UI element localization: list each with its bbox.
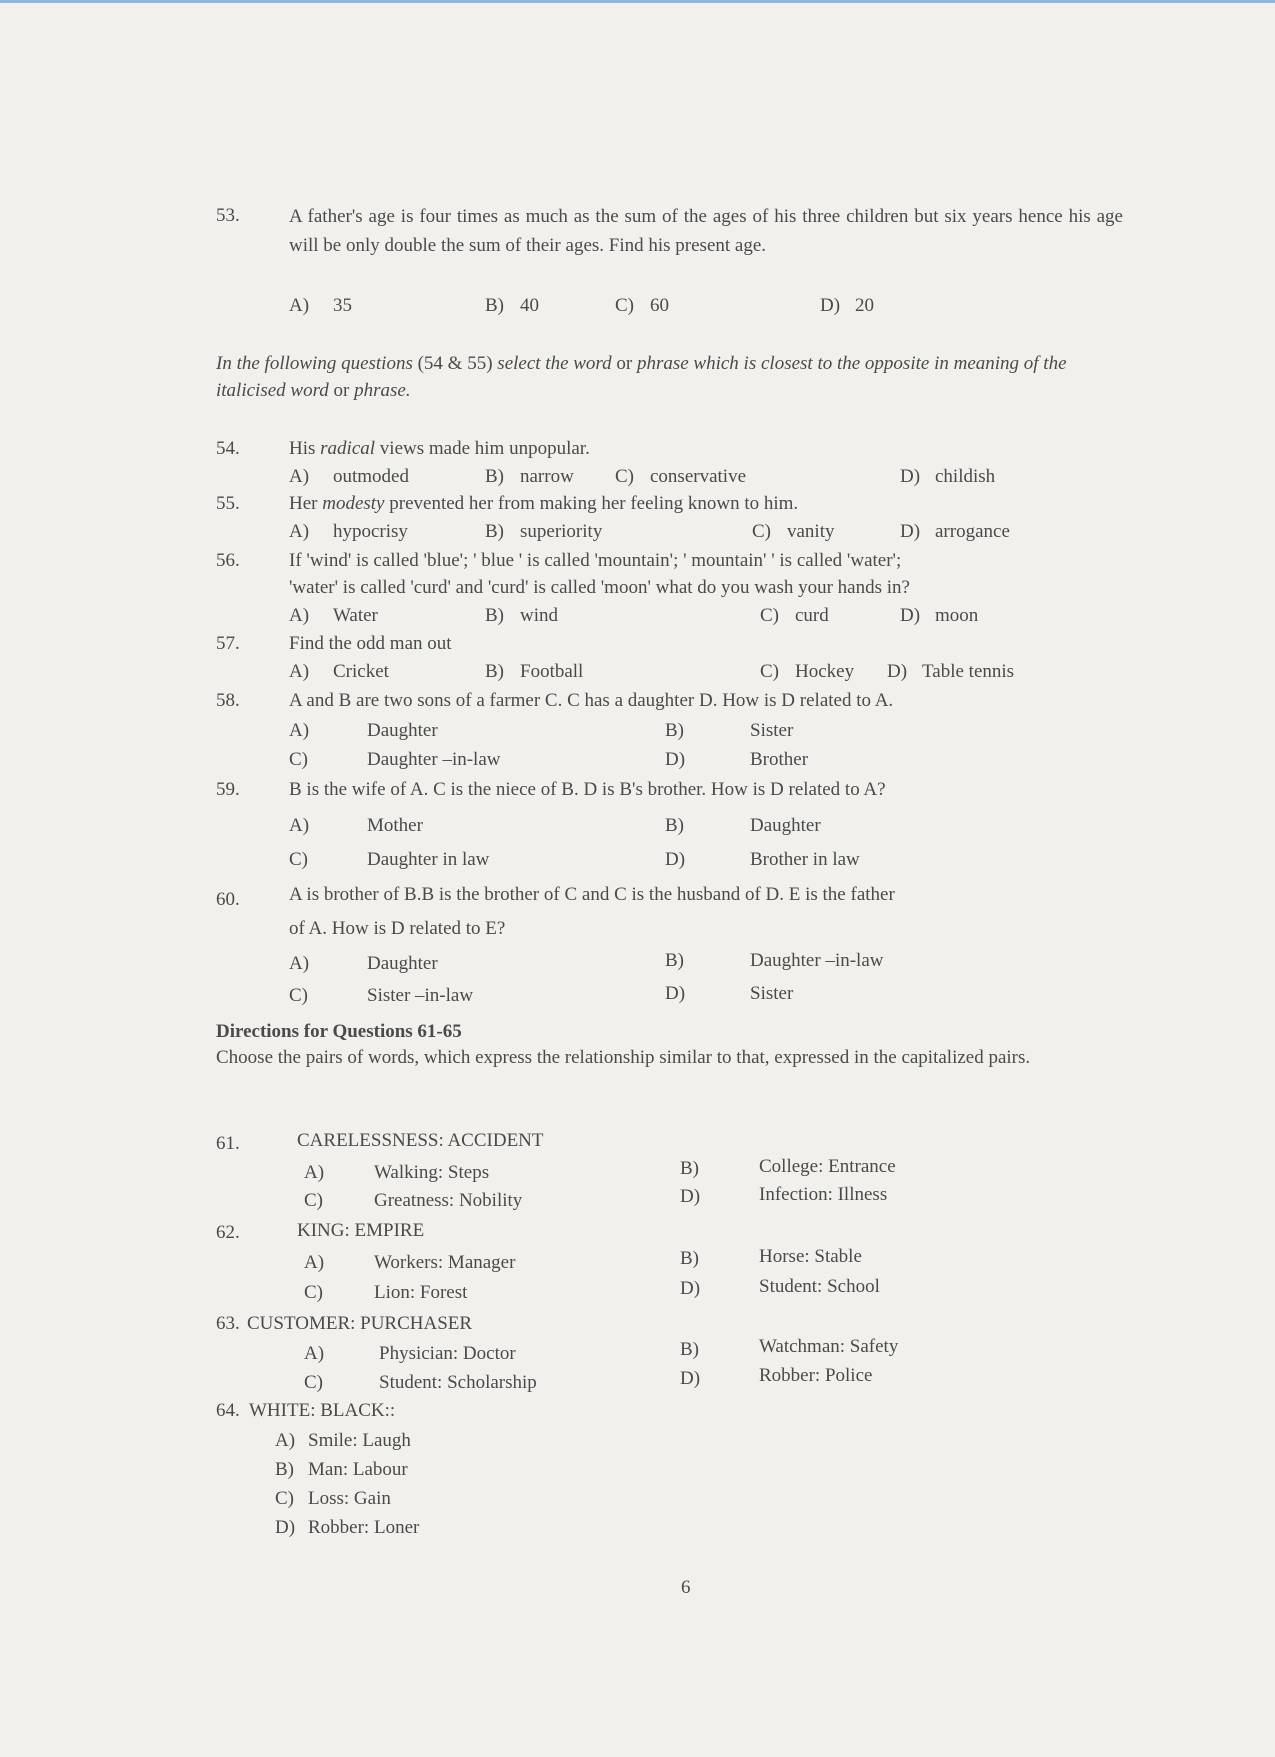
option-label: C) [760, 605, 779, 626]
question-number: 54. [216, 438, 240, 459]
option-label: B) [485, 661, 504, 682]
question-number: 59. [216, 779, 240, 800]
question-number: 56. [216, 550, 240, 571]
question-text-line: If 'wind' is called 'blue'; ' blue ' is called 'mountain'; ' mountain' ' is called 'water'; [289, 550, 902, 571]
option-label: D) [275, 1517, 296, 1538]
option-text: curd [795, 605, 829, 626]
option-text: Loss: Gain [308, 1488, 391, 1509]
option-label: B) [275, 1459, 294, 1480]
instruction-part: select the word [497, 353, 612, 374]
italicised-word: modesty [322, 493, 385, 514]
option-text: outmoded [333, 466, 409, 487]
option-text: College: Entrance [759, 1156, 896, 1177]
option-label: D) [820, 295, 841, 316]
option-label: B) [680, 1248, 699, 1269]
option-text: 35 [333, 295, 352, 316]
question-number: 55. [216, 493, 240, 514]
question-text-part: views made him unpopular. [375, 438, 590, 459]
instruction-or: or [328, 380, 355, 401]
option-text: 40 [520, 295, 539, 316]
option-text: Mother [367, 815, 423, 836]
option-text: Smile: Laugh [308, 1430, 411, 1451]
option-label: B) [485, 521, 504, 542]
option-text: Infection: Illness [759, 1184, 888, 1205]
question-text: CARELESSNESS: ACCIDENT [297, 1130, 544, 1151]
option-label: C) [760, 661, 779, 682]
option-text: Workers: Manager [374, 1252, 516, 1273]
option-label: B) [680, 1158, 699, 1179]
option-text: Robber: Loner [308, 1517, 420, 1538]
option-label: C) [752, 521, 771, 542]
question-text: Find the odd man out [289, 633, 452, 654]
option-text: Lion: Forest [374, 1282, 468, 1303]
question-text-line: 'water' is called 'curd' and 'curd' is called 'moon' what do you wash your hands in? [289, 577, 910, 598]
option-text: narrow [520, 466, 574, 487]
instruction-54-55 [216, 350, 1126, 404]
option-text: wind [520, 605, 558, 626]
option-text: Brother in law [750, 849, 860, 870]
option-label: C) [289, 849, 308, 870]
option-text: vanity [787, 521, 835, 542]
option-label: A) [304, 1162, 325, 1183]
question-number: 63. [216, 1313, 240, 1334]
option-text: moon [935, 605, 979, 626]
option-label: D) [900, 521, 921, 542]
instruction-part: phrase. [354, 380, 411, 401]
question-text: CUSTOMER: PURCHASER [247, 1313, 473, 1334]
option-text: Sister –in-law [367, 985, 474, 1006]
option-text: Walking: Steps [374, 1162, 490, 1183]
directions-heading: Directions for Questions 61-65 [216, 1021, 462, 1042]
option-text: conservative [650, 466, 747, 487]
option-label: B) [680, 1339, 699, 1360]
option-text: 20 [855, 295, 874, 316]
option-label: D) [900, 466, 921, 487]
question-text-part: prevented her from making her feeling known to him. [384, 493, 799, 514]
question-text-line: A is brother of B.B is the brother of C and C is the husband of D. E is the father [289, 884, 895, 905]
option-label: A) [289, 661, 310, 682]
option-label: A) [289, 295, 310, 316]
option-label: C) [304, 1190, 323, 1211]
option-label: A) [289, 815, 310, 836]
option-label: C) [304, 1282, 323, 1303]
option-text: childish [935, 466, 996, 487]
option-text: Brother [750, 749, 809, 770]
page-number: 6 [681, 1577, 691, 1598]
question-number: 57. [216, 633, 240, 654]
option-text: Daughter [367, 953, 438, 974]
option-label: B) [485, 466, 504, 487]
option-text: Daughter in law [367, 849, 490, 870]
option-label: B) [665, 815, 684, 836]
option-text: Sister [750, 720, 794, 741]
option-label: A) [304, 1252, 325, 1273]
option-text: Water [333, 605, 378, 626]
question-text: WHITE: BLACK:: [249, 1400, 396, 1421]
question-text: KING: EMPIRE [297, 1220, 425, 1241]
option-text: Robber: Police [759, 1365, 873, 1386]
italicised-word: radical [320, 438, 376, 459]
option-label: A) [289, 521, 310, 542]
option-text: Football [520, 661, 584, 682]
option-label: C) [615, 295, 634, 316]
question-text-part: His [289, 438, 321, 459]
directions-text: Choose the pairs of words, which express the relationship similar to that, expressed in the capitalized pairs. [216, 1047, 1031, 1068]
option-text: Greatness: Nobility [374, 1190, 523, 1211]
option-label: D) [665, 983, 686, 1004]
option-label: C) [615, 466, 634, 487]
option-label: B) [485, 605, 504, 626]
option-text: superiority [520, 521, 603, 542]
option-label: B) [665, 950, 684, 971]
option-text: Sister [750, 983, 794, 1004]
option-label: C) [304, 1372, 323, 1393]
option-label: C) [289, 749, 308, 770]
option-text: Table tennis [922, 661, 1015, 682]
option-label: D) [900, 605, 921, 626]
option-label: C) [289, 985, 308, 1006]
option-label: D) [665, 849, 686, 870]
option-text: 60 [650, 295, 669, 316]
question-number: 62. [216, 1222, 240, 1243]
option-label: B) [665, 720, 684, 741]
option-text: Horse: Stable [759, 1246, 862, 1267]
option-label: D) [680, 1368, 701, 1389]
option-label: A) [289, 953, 310, 974]
option-text: hypocrisy [333, 521, 408, 542]
option-text: Student: Scholarship [379, 1372, 537, 1393]
option-label: A) [289, 466, 310, 487]
option-label: D) [680, 1186, 701, 1207]
question-number: 61. [216, 1133, 240, 1154]
instruction-question-numbers: (54 & 55) [412, 353, 498, 374]
option-text: Daughter –in-law [367, 749, 501, 770]
option-label: A) [304, 1343, 325, 1364]
option-text: arrogance [935, 521, 1010, 542]
option-label: A) [289, 720, 310, 741]
option-label: A) [289, 605, 310, 626]
option-label: D) [680, 1278, 701, 1299]
question-number: 53. [216, 205, 240, 226]
question-number: 60. [216, 889, 240, 910]
option-text: Physician: Doctor [379, 1343, 516, 1364]
question-text: A father's age is four times as much as the sum of the ages of his three children but six years hence his age will be only double the sum of their ages. Find his present age. [289, 206, 1123, 256]
instruction-part: phrase which is closest to the opposite in meaning of the italicised word [216, 353, 1067, 401]
option-label: B) [485, 295, 504, 316]
option-text: Daughter –in-law [750, 950, 884, 971]
option-text: Daughter [750, 815, 821, 836]
question-text-line: of A. How is D related to E? [289, 918, 506, 939]
question-number: 58. [216, 690, 240, 711]
question-text [289, 493, 798, 515]
option-text: Hockey [795, 661, 855, 682]
question-text-part: Her [289, 493, 323, 514]
option-text: Watchman: Safety [759, 1336, 899, 1357]
instruction-or: or [611, 353, 637, 374]
instruction-part: In the following questions [216, 353, 413, 374]
option-text: Daughter [367, 720, 438, 741]
question-text: B is the wife of A. C is the niece of B. D is B's brother. How is D related to A? [289, 779, 886, 800]
option-label: D) [887, 661, 908, 682]
option-text: Student: School [759, 1276, 880, 1297]
option-label: C) [275, 1488, 294, 1509]
question-text: A and B are two sons of a farmer C. C has a daughter D. How is D related to A. [289, 690, 894, 711]
option-text: Man: Labour [308, 1459, 408, 1480]
question-number: 64. [216, 1400, 240, 1421]
option-text: Cricket [333, 661, 389, 682]
option-label: D) [665, 749, 686, 770]
question-text [289, 438, 590, 460]
option-label: A) [275, 1430, 296, 1451]
